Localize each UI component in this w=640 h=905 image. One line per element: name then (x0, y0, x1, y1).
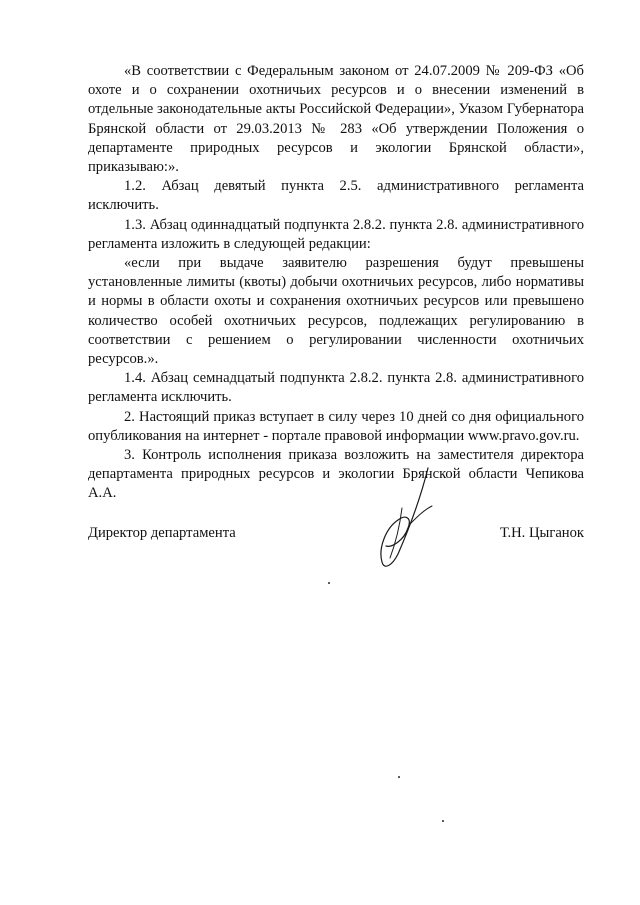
scan-speck (328, 582, 330, 584)
signatory-name: Т.Н. Цыганок (500, 525, 584, 541)
handwritten-signature-icon (362, 462, 442, 572)
paragraph-3: 3. Контроль исполнения приказа возложить на заместителя директора департамента природных ресурсов и экологии Брянской области Чепикова А.А. (88, 447, 584, 502)
paragraph-preamble: «В соответствии с Федеральным законом от 24.07.2009 № 209-ФЗ «Об охоте и о сохранении охотничьих ресурсов и о внесении изменений в отдельные законодательные акты Российской Федерации», Указом Губернатора Брянской области от 29.03.2013 № 283 «Об утверждении Положения о департаменте природных ресурсов и экологии Брянской области», приказываю:». (88, 63, 584, 176)
paragraph-2: 2. Настоящий приказ вступает в силу через 10 дней со дня официального опубликования на интернет - портале правовой информации www.pravo.gov.ru. (88, 408, 584, 444)
paragraph-1-4: 1.4. Абзац семнадцатый подпункта 2.8.2. пункта 2.8. административного регламента исключить. (88, 370, 584, 406)
document-body (88, 62, 584, 504)
scan-speck (442, 820, 444, 822)
scan-speck (398, 776, 400, 778)
paragraph-1-3: 1.3. Абзац одиннадцатый подпункта 2.8.2. пункта 2.8. административного регламента изложить в следующей редакции: (88, 216, 584, 252)
paragraph-1-2: 1.2. Абзац девятый пункта 2.5. административного регламента исключить. (88, 178, 584, 214)
paragraph-1-3-quote: «если при выдаче заявителю разрешения будут превышены установленные лимиты (квоты) добычи охотничьих ресурсов, либо нормативы и нормы в области охоты и сохранения охотничьих ресурсов или превышено количество особей охотничьих ресурсов, подлежащих регулированию в соответствии с решением о регулировании численности охотничьих ресурсов.». (88, 255, 584, 368)
signatory-title: Директор департамента (88, 525, 236, 541)
